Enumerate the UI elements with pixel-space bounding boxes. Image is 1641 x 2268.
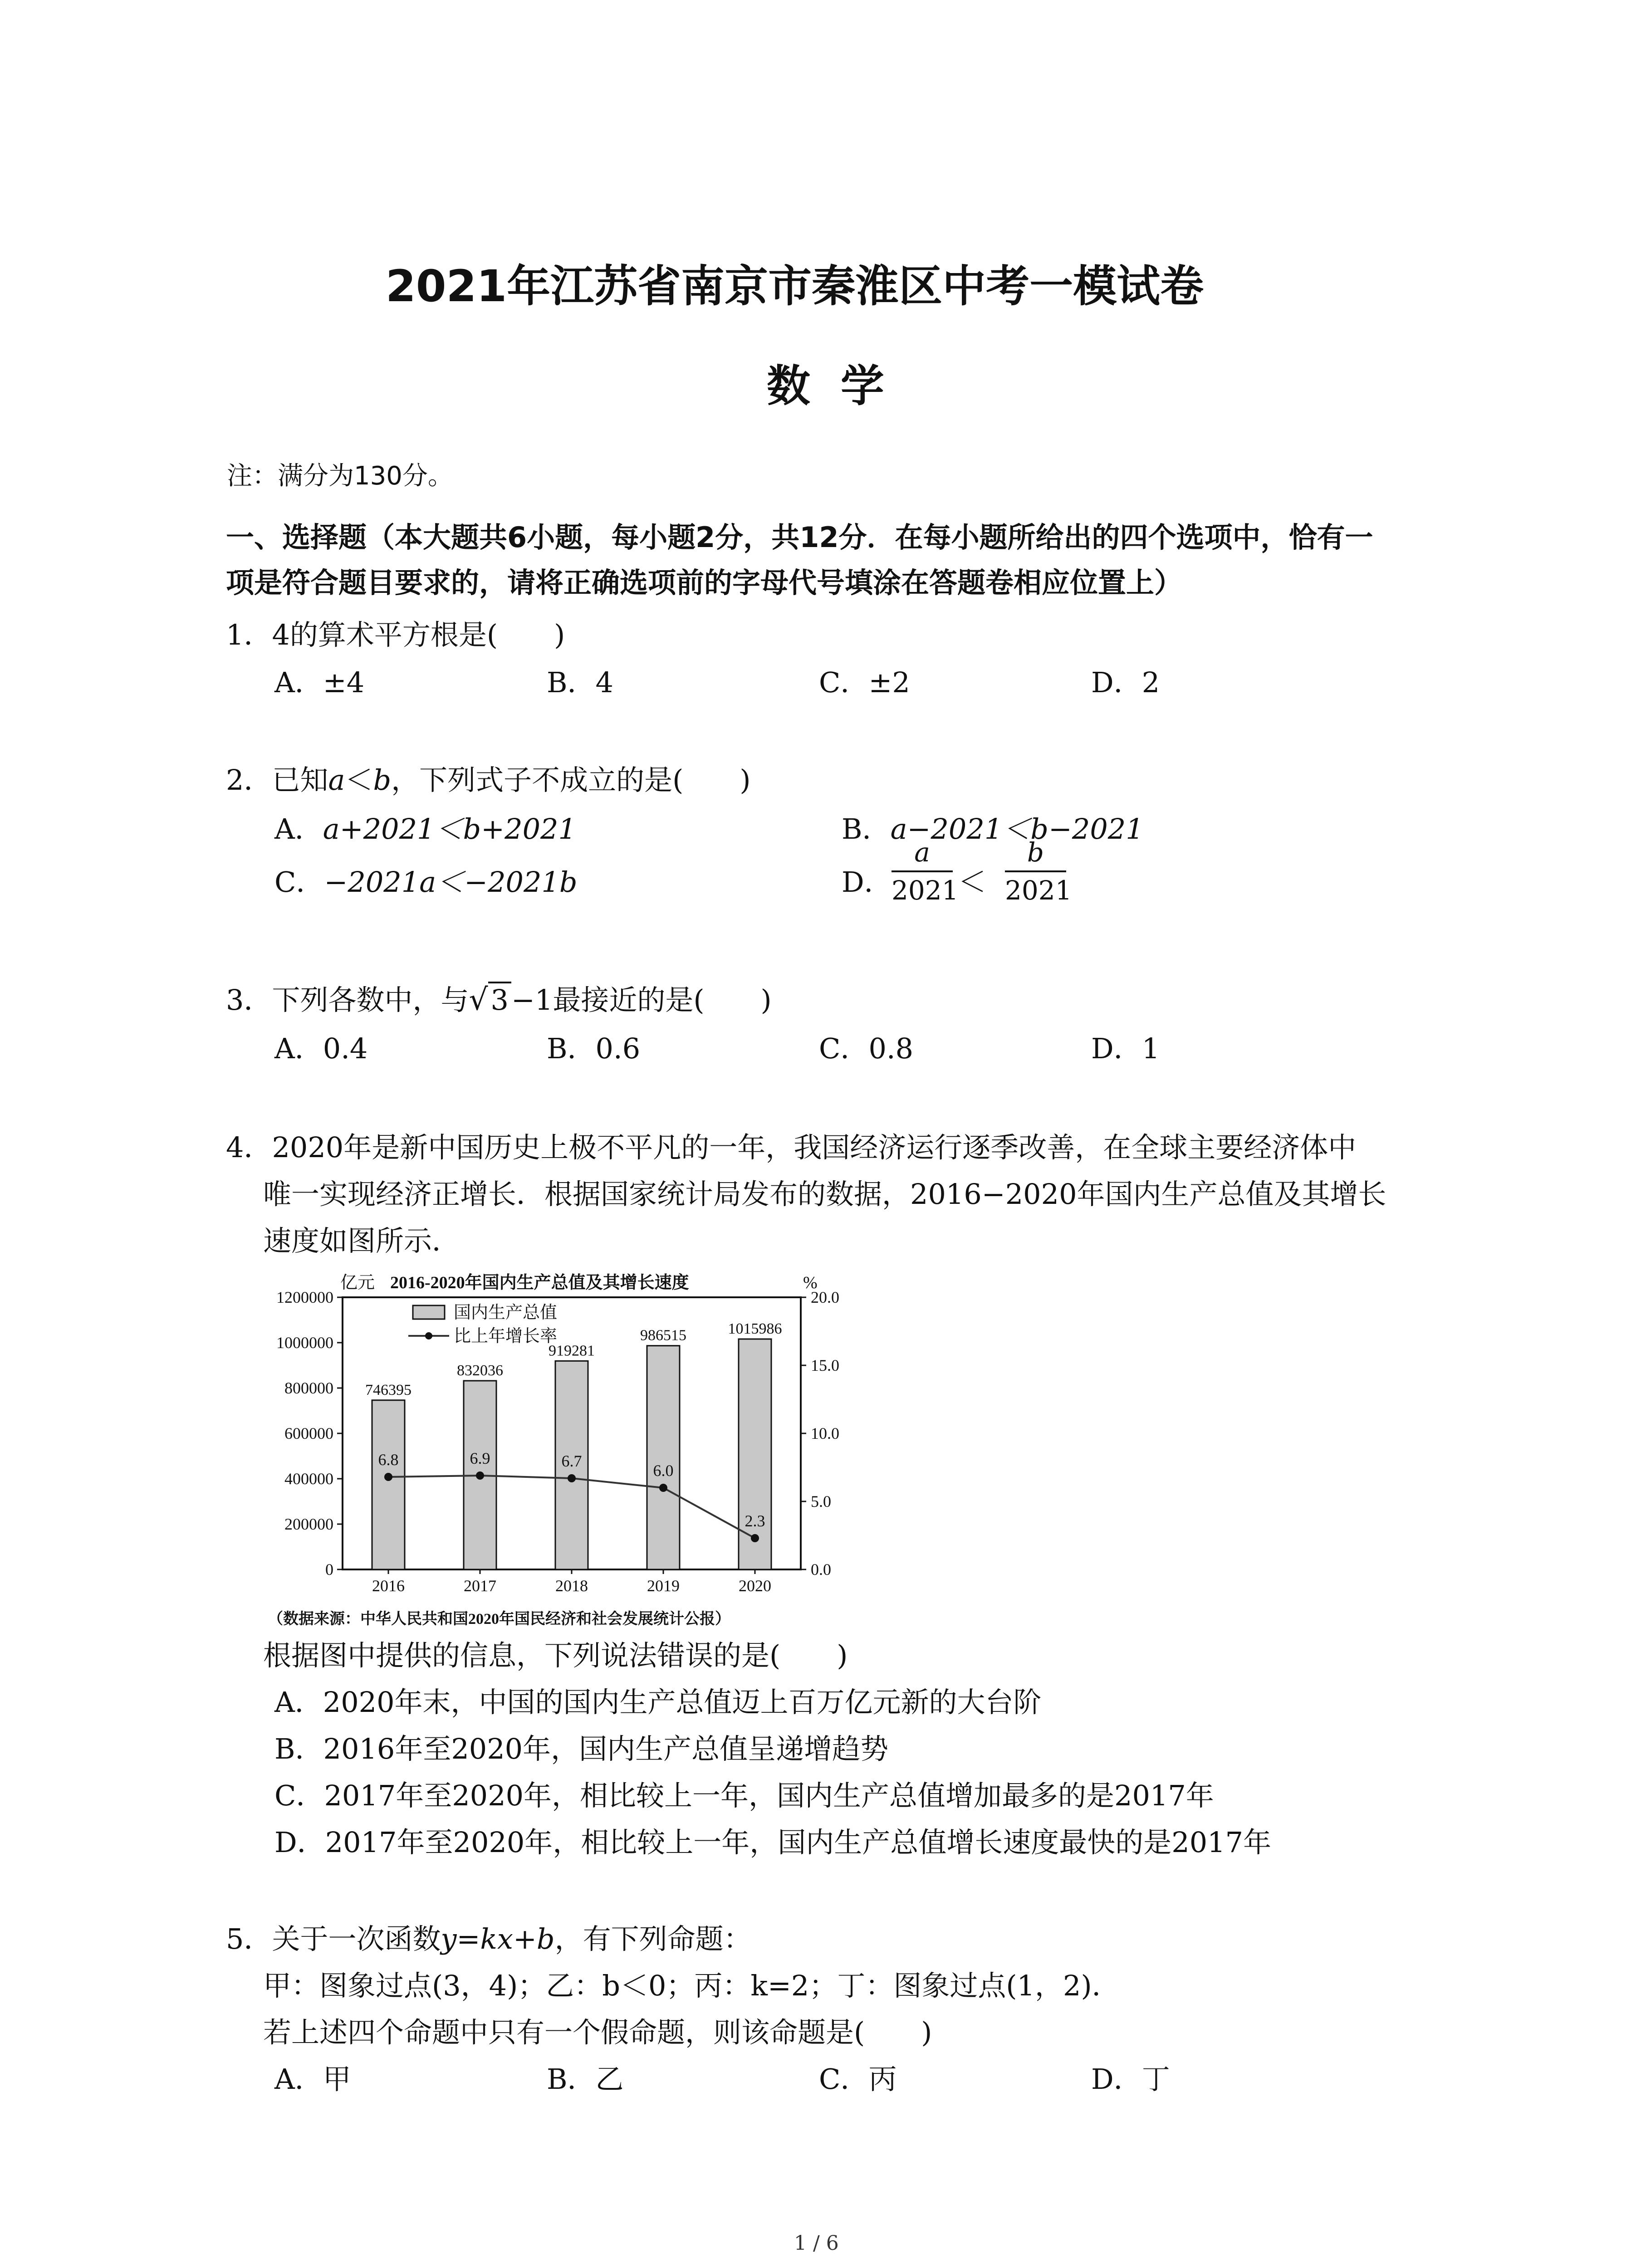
- gdp-bar-value-label: 986515: [640, 1327, 686, 1344]
- q1-stem: 1．4的算术平方根是( ): [226, 618, 565, 651]
- q5-propositions: 甲：图象过点(3，4)；乙：b＜0；丙：k=2；丁：图象过点(1，2)．: [263, 1969, 1120, 2002]
- growth-rate-point: [751, 1534, 759, 1542]
- q3-stem-post: −1最接近的是( ): [511, 983, 772, 1017]
- legend-bar-label: 国内生产总值: [454, 1303, 558, 1322]
- q2-stem: [226, 758, 751, 798]
- section-heading-line1: 一、选择题（本大题共6小题，每小题2分，共12分．在每小题所给出的四个选项中，恰有一: [226, 521, 1373, 554]
- growth-rate-point: [568, 1474, 576, 1482]
- chart-legend: [408, 1303, 557, 1346]
- q3-stem: [226, 978, 772, 1018]
- q2-option-d-lt: ＜: [958, 865, 987, 899]
- legend-line-label: 比上年增长率: [454, 1327, 558, 1346]
- q2-stem-lt: ＜: [345, 763, 373, 797]
- q5-question: 若上述四个命题中只有一个假命题，则该命题是( ): [263, 2016, 932, 2049]
- legend-line-marker: [425, 1332, 432, 1339]
- sqrt-sign: √: [469, 982, 488, 1017]
- x-axis-tick-label: 2017: [464, 1577, 496, 1595]
- q3-option-c: C．0.8: [819, 1032, 914, 1065]
- q5-option-a: A．甲: [274, 2063, 351, 2096]
- fraction-denominator: 2021: [1005, 875, 1072, 906]
- q2-option-b-math: a−2021＜b−2021: [890, 812, 1144, 846]
- page-title: 2021年江苏省南京市秦淮区中考一模试卷: [386, 261, 1204, 312]
- q5-option-b: B．乙: [547, 2063, 624, 2096]
- q2-stem-post: ，下列式子不成立的是( ): [391, 763, 751, 797]
- q2-option-d-fraction-b: [1005, 837, 1072, 906]
- q4-stem-line1: 4．2020年是新中国历史上极不平凡的一年，我国经济运行逐季改善，在全球主要经济体中: [226, 1131, 1357, 1164]
- q2-stem-a: a: [328, 763, 345, 797]
- q5-stem-pre: 5．关于一次函数: [226, 1922, 441, 1955]
- q1-option-c: C．±2: [819, 666, 910, 699]
- fraction-numerator: a: [914, 837, 930, 868]
- gdp-bar-value-label: 1015986: [728, 1320, 782, 1338]
- q5-stem-post: ，有下列命题：: [554, 1922, 752, 1955]
- fraction-numerator: b: [1027, 837, 1044, 868]
- q2-option-b-label: B．: [842, 812, 891, 846]
- q5-function: y=kx+b: [441, 1922, 555, 1955]
- legend-bar-swatch: [413, 1305, 445, 1319]
- q2-stem-b: b: [373, 763, 392, 797]
- left-axis-tick-label: 0: [325, 1560, 333, 1579]
- right-axis-tick-label: 20.0: [811, 1288, 839, 1306]
- q3-option-b: B．0.6: [547, 1032, 641, 1065]
- q2-option-a: [274, 807, 576, 847]
- q4-stem-line3: 速度如图所示．: [263, 1224, 460, 1257]
- q4-option-b: B．2016年至2020年，国内生产总值呈递增趋势: [274, 1732, 889, 1765]
- chart-right-unit: %: [803, 1273, 818, 1292]
- score-note: 注：满分为130分。: [227, 461, 453, 491]
- fraction-denominator: 2021: [892, 875, 959, 906]
- left-axis-tick-label: 1200000: [276, 1288, 333, 1306]
- q2-option-d-fraction-a: [892, 837, 959, 906]
- growth-rate-label: 6.9: [470, 1449, 490, 1467]
- x-axis-tick-label: 2016: [372, 1577, 405, 1595]
- q3-radicand: 3: [488, 982, 511, 1017]
- q4-question: 根据图中提供的信息，下列说法错误的是( ): [263, 1639, 848, 1672]
- q2-option-c: [274, 860, 578, 900]
- x-axis-tick-label: 2018: [555, 1577, 588, 1595]
- growth-rate-point: [659, 1484, 667, 1492]
- gdp-bar: [647, 1346, 680, 1569]
- chart-source: （数据来源：中华人民共和国2020年国民经济和社会发展统计公报）: [268, 1611, 730, 1628]
- chart-left-unit: 亿元: [340, 1273, 375, 1292]
- gdp-bar-value-label: 919281: [549, 1342, 595, 1359]
- q1-option-b: B．4: [547, 666, 614, 699]
- q2-option-c-label: C．: [274, 865, 324, 899]
- growth-rate-label: 6.0: [653, 1461, 674, 1480]
- q5-option-c: C．丙: [819, 2063, 897, 2096]
- subject-title: 数 学: [767, 361, 884, 411]
- q2-option-a-math: a+2021＜b+2021: [323, 812, 576, 846]
- x-axis-tick-label: 2020: [739, 1577, 771, 1595]
- q4-option-a: A．2020年末，中国的国内生产总值迈上百万亿元新的大台阶: [274, 1686, 1042, 1719]
- growth-rate-point: [476, 1471, 484, 1480]
- left-axis-tick-label: 1000000: [276, 1334, 333, 1352]
- q4-option-d: D．2017年至2020年，相比较上一年，国内生产总值增长速度最快的是2017年: [274, 1826, 1272, 1859]
- right-axis-tick-label: 15.0: [811, 1356, 839, 1374]
- q1-option-d: D．2: [1091, 666, 1160, 699]
- gdp-bar-value-label: 832036: [457, 1362, 503, 1379]
- q3-stem-pre: 3．下列各数中，与: [226, 983, 469, 1017]
- q3-option-d: D．1: [1091, 1032, 1160, 1065]
- growth-rate-point: [384, 1473, 392, 1481]
- section-heading-line2: 项是符合题目要求的，请将正确选项前的字母代号填涂在答题卷相应位置上）: [226, 566, 1183, 599]
- q1-option-a: A．±4: [274, 666, 365, 699]
- right-axis-tick-label: 5.0: [811, 1492, 831, 1510]
- q3-option-a: A．0.4: [274, 1032, 368, 1065]
- page-number: 1 / 6: [794, 2232, 839, 2255]
- left-axis-tick-label: 800000: [284, 1379, 333, 1397]
- gdp-chart: [263, 1256, 898, 1628]
- fraction-bar: [892, 870, 953, 872]
- q2-option-b: [842, 807, 1144, 847]
- growth-rate-label: 6.7: [561, 1452, 582, 1470]
- q5-stem: [226, 1916, 752, 1957]
- left-axis-tick-label: 400000: [284, 1470, 333, 1488]
- q5-option-d: D．丁: [1091, 2063, 1170, 2096]
- q4-option-c: C．2017年至2020年，相比较上一年，国内生产总值增加最多的是2017年: [274, 1779, 1214, 1812]
- left-axis-tick-label: 200000: [284, 1515, 333, 1533]
- q2-stem-pre: 2．已知: [226, 763, 328, 797]
- left-axis-tick-label: 600000: [284, 1424, 333, 1442]
- right-axis-tick-label: 10.0: [811, 1424, 839, 1442]
- growth-rate-label: 6.8: [378, 1451, 399, 1469]
- q2-option-a-label: A．: [274, 812, 323, 846]
- x-axis-tick-label: 2019: [647, 1577, 680, 1595]
- gdp-bar-value-label: 746395: [365, 1381, 411, 1398]
- q4-stem-line2: 唯一实现经济正增长．根据国家统计局发布的数据，2016−2020年国内生产总值及其增长: [263, 1178, 1386, 1211]
- growth-rate-label: 2.3: [745, 1512, 765, 1530]
- q2-option-d-label: D．: [842, 865, 892, 899]
- fraction-bar: [1005, 870, 1066, 872]
- chart-title: 2016-2020年国内生产总值及其增长速度: [390, 1273, 689, 1292]
- q2-option-c-math: −2021a＜−2021b: [324, 865, 578, 899]
- right-axis-tick-label: 0.0: [811, 1560, 831, 1579]
- gdp-bar: [372, 1400, 405, 1569]
